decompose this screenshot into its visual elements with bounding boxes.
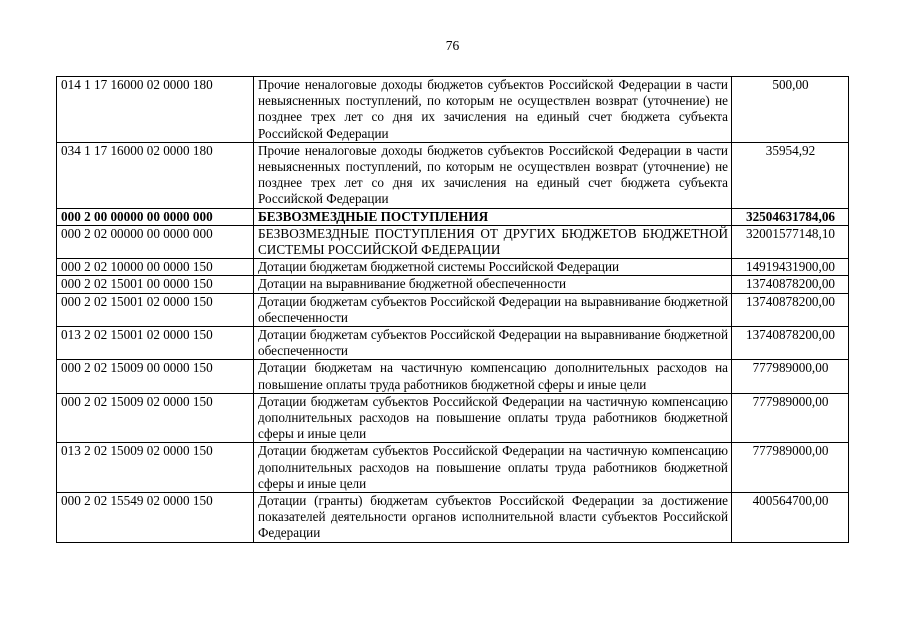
budget-code-cell: 000 2 02 15001 02 0000 150 <box>57 293 254 326</box>
revenue-name-cell: Дотации бюджетам субъектов Российской Федерации на выравнивание бюджетной обеспеченности <box>254 293 732 326</box>
table-row <box>57 225 849 258</box>
budget-revenue-table <box>56 76 849 543</box>
table-row <box>57 327 849 360</box>
budget-code-cell: 000 2 02 15001 00 0000 150 <box>57 276 254 293</box>
revenue-name-cell: Дотации бюджетам субъектов Российской Федерации на частичную компенсацию дополнительных расходов на повышение оплаты труда работников бюджетной сферы и иные цели <box>254 393 732 443</box>
revenue-name-cell: БЕЗВОЗМЕЗДНЫЕ ПОСТУПЛЕНИЯ <box>254 208 732 225</box>
table-row-total <box>57 208 849 225</box>
revenue-name-cell: Дотации (гранты) бюджетам субъектов Российской Федерации за достижение показателей деятельности органов исполнительной власти субъектов Российской Федерации <box>254 493 732 543</box>
amount-cell: 777989000,00 <box>732 360 849 393</box>
table-body <box>57 77 849 543</box>
table-row <box>57 493 849 543</box>
table-row <box>57 360 849 393</box>
budget-code-cell: 013 2 02 15001 02 0000 150 <box>57 327 254 360</box>
amount-cell: 500,00 <box>732 77 849 143</box>
page-number: 76 <box>445 38 460 53</box>
amount-cell: 32001577148,10 <box>732 225 849 258</box>
amount-cell: 14919431900,00 <box>732 259 849 276</box>
amount-cell: 13740878200,00 <box>732 327 849 360</box>
revenue-name-cell: Дотации на выравнивание бюджетной обеспеченности <box>254 276 732 293</box>
table-row <box>57 443 849 493</box>
budget-code-cell: 013 2 02 15009 02 0000 150 <box>57 443 254 493</box>
table-row <box>57 142 849 208</box>
budget-code-cell: 034 1 17 16000 02 0000 180 <box>57 142 254 208</box>
revenue-name-cell: Прочие неналоговые доходы бюджетов субъектов Российской Федерации в части невыясненных поступлений, по которым не осуществлен возврат (уточнение) не позднее трех лет со дня их зачисления на единый счет бюджета субъекта Российской Федерации <box>254 77 732 143</box>
budget-code-cell: 000 2 02 15009 00 0000 150 <box>57 360 254 393</box>
amount-cell: 400564700,00 <box>732 493 849 543</box>
budget-code-cell: 014 1 17 16000 02 0000 180 <box>57 77 254 143</box>
revenue-name-cell: Дотации бюджетам субъектов Российской Федерации на выравнивание бюджетной обеспеченности <box>254 327 732 360</box>
amount-cell: 32504631784,06 <box>732 208 849 225</box>
amount-cell: 777989000,00 <box>732 443 849 493</box>
budget-code-cell: 000 2 02 10000 00 0000 150 <box>57 259 254 276</box>
revenue-name-cell: Дотации бюджетам на частичную компенсацию дополнительных расходов на повышение оплаты труда работников бюджетной сферы и иные цели <box>254 360 732 393</box>
budget-code-cell: 000 2 00 00000 00 0000 000 <box>57 208 254 225</box>
amount-cell: 777989000,00 <box>732 393 849 443</box>
budget-code-cell: 000 2 02 15549 02 0000 150 <box>57 493 254 543</box>
revenue-name-cell: Дотации бюджетам субъектов Российской Федерации на частичную компенсацию дополнительных расходов на повышение оплаты труда работников бюджетной сферы и иные цели <box>254 443 732 493</box>
table-row <box>57 276 849 293</box>
table-row <box>57 259 849 276</box>
table-row <box>57 393 849 443</box>
table-row <box>57 77 849 143</box>
amount-cell: 13740878200,00 <box>732 276 849 293</box>
budget-code-cell: 000 2 02 15009 02 0000 150 <box>57 393 254 443</box>
table-row <box>57 293 849 326</box>
amount-cell: 13740878200,00 <box>732 293 849 326</box>
budget-code-cell: 000 2 02 00000 00 0000 000 <box>57 225 254 258</box>
revenue-name-cell: БЕЗВОЗМЕЗДНЫЕ ПОСТУПЛЕНИЯ ОТ ДРУГИХ БЮДЖЕТОВ БЮДЖЕТНОЙ СИСТЕМЫ РОССИЙСКОЙ ФЕДЕРАЦИИ <box>254 225 732 258</box>
amount-cell: 35954,92 <box>732 142 849 208</box>
revenue-name-cell: Дотации бюджетам бюджетной системы Российской Федерации <box>254 259 732 276</box>
revenue-name-cell: Прочие неналоговые доходы бюджетов субъектов Российской Федерации в части невыясненных поступлений, по которым не осуществлен возврат (уточнение) не позднее трех лет со дня их зачисления на единый счет бюджета субъекта Российской Федерации <box>254 142 732 208</box>
